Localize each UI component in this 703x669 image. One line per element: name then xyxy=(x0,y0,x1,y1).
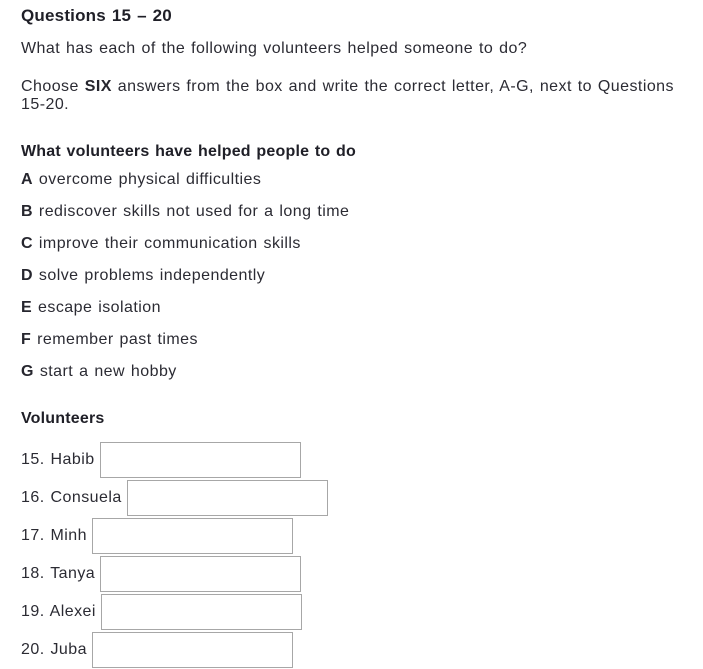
option-g xyxy=(21,363,695,381)
volunteer-label-15: 15. Habib xyxy=(21,451,95,468)
answer-input-q16[interactable] xyxy=(127,480,328,516)
option-b xyxy=(21,203,695,221)
option-d-letter: D xyxy=(21,267,34,284)
answer-input-q19[interactable] xyxy=(101,594,302,630)
option-c xyxy=(21,235,695,253)
option-c-letter: C xyxy=(21,235,34,252)
option-d xyxy=(21,267,695,285)
option-g-letter: G xyxy=(21,363,34,380)
task-instruction xyxy=(21,78,695,114)
option-f xyxy=(21,331,695,349)
questions-15-20-section xyxy=(21,7,695,669)
answer-options-list xyxy=(21,171,695,381)
volunteer-label-20: 20. Juba xyxy=(21,641,87,658)
question-row-15 xyxy=(21,441,695,479)
answer-box-heading: What volunteers have helped people to do xyxy=(21,143,356,160)
option-f-letter: F xyxy=(21,331,32,348)
answer-input-q17[interactable] xyxy=(92,518,293,554)
question-row-17 xyxy=(21,517,695,555)
volunteer-label-16: 16. Consuela xyxy=(21,489,122,506)
instruction-six-bold: SIX xyxy=(84,78,112,95)
questions-range-title: Questions 15 – 20 xyxy=(21,6,172,25)
option-f-text: remember past times xyxy=(37,331,198,348)
option-a xyxy=(21,171,695,189)
option-a-letter: A xyxy=(21,171,34,188)
question-row-20 xyxy=(21,631,695,669)
option-e xyxy=(21,299,695,317)
option-e-letter: E xyxy=(21,299,33,316)
question-row-19 xyxy=(21,593,695,631)
task-question: What has each of the following volunteers helped someone to do? xyxy=(21,40,528,57)
answer-input-q18[interactable] xyxy=(100,556,301,592)
volunteers-heading: Volunteers xyxy=(21,410,105,427)
question-row-16 xyxy=(21,479,695,517)
option-c-text: improve their communication skills xyxy=(38,235,301,252)
option-b-letter: B xyxy=(21,203,34,220)
answer-input-q20[interactable] xyxy=(92,632,293,668)
instruction-text-pre: Choose xyxy=(21,78,85,95)
question-row-18 xyxy=(21,555,695,593)
volunteer-label-19: 19. Alexei xyxy=(21,603,96,620)
option-a-text: overcome physical difficulties xyxy=(38,171,262,188)
volunteer-label-17: 17. Minh xyxy=(21,527,87,544)
volunteer-question-rows xyxy=(21,441,695,669)
instruction-text-post: answers from the box and write the correct letter, A-G, next to Questions 15-20. xyxy=(21,78,674,113)
option-e-text: escape isolation xyxy=(38,299,161,316)
volunteer-label-18: 18. Tanya xyxy=(21,565,96,582)
option-b-text: rediscover skills not used for a long time xyxy=(38,203,350,220)
option-d-text: solve problems independently xyxy=(38,267,266,284)
answer-input-q15[interactable] xyxy=(100,442,301,478)
option-g-text: start a new hobby xyxy=(39,363,177,380)
